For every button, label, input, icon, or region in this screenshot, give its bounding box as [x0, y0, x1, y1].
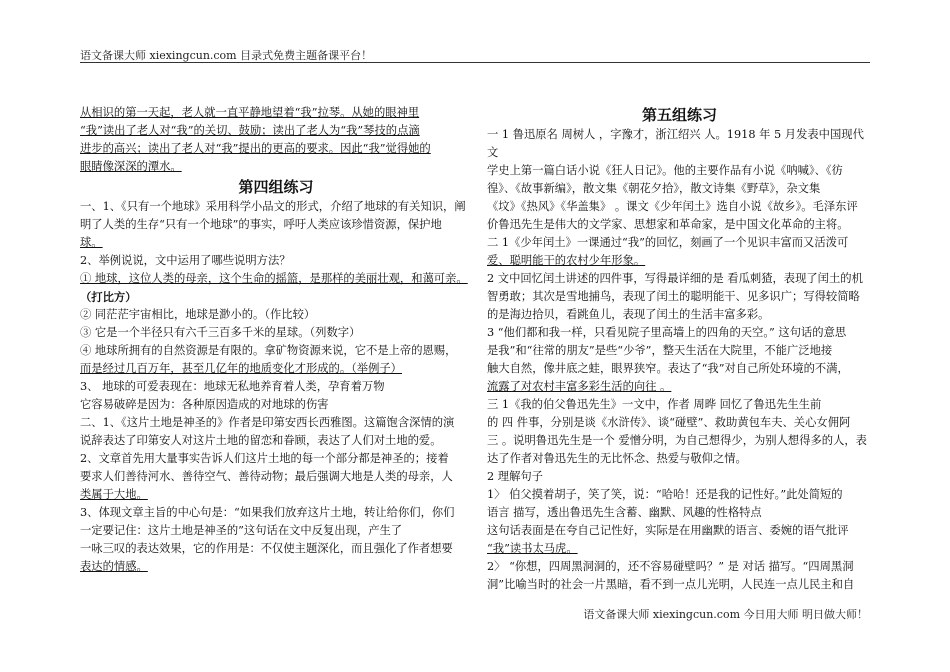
text-line: 一咏三叹的表达效果，它的作用是：不仅使主题深化，而且强化了作者想要: [80, 542, 453, 555]
text-line: 眼睛像深深的潭水。: [80, 160, 182, 173]
text-line: 明了人类的生存“只有一个地球”的事实，呼吁人类应该珍惜资源，保护地: [80, 218, 442, 231]
text-line: 流露了对农村丰富多彩生活的向往 。: [487, 380, 672, 393]
text-line: 3、体现文章主旨的中心句是：“如果我们放弃这片土地，转让给你们，你们: [80, 506, 455, 519]
text-line: 表达的情感。: [80, 560, 148, 573]
text-line: 二 1《少年闰土》一课通过“我”的回忆，刻画了一个见识丰富而又活泼可: [487, 236, 849, 249]
text-line: 一定要记住：这片土地是神圣的”这句话在文中反复出现，产生了: [80, 524, 403, 537]
text-line: 进步的高兴；读出了老人对“我”提出的更高的要求。因此“我”觉得她的: [80, 142, 431, 155]
text-line: 达了作者对鲁迅先生的无比怀念、热爱与敬仰之情。: [487, 452, 747, 465]
text-line: 2〉 “你想，四周黑洞洞的，还不容易碰壁吗？” 是 对话 描写。“四周黑洞: [487, 560, 854, 573]
text-line: 学史上第一篇白话小说《狂人日记》。他的主要作品有小说《呐喊》、《彷: [487, 164, 843, 177]
text-line: ② 同茫茫宇宙相比，地球是渺小的。（作比较）: [80, 308, 316, 321]
text-line: ③ 它是一个半径只有六千三百多千米的星球。（列数字）: [80, 326, 361, 339]
text-line: 的是海边拾贝，看跳鱼儿，表现了闰土的生活丰富多彩。: [487, 308, 770, 321]
text-line: 徨》、《故事新编》，散文集《朝花夕拾》，散文诗集《野草》，杂文集: [487, 182, 821, 195]
text-line: “我”读出了老人对“我”的关切、鼓励；读出了老人为“我”琴技的点滴: [80, 124, 420, 137]
text-line: 《坟》《热风》《华盖集》 。课文《少年闰土》选自小说《故乡》。毛泽东评: [487, 200, 858, 213]
text-line: 触大自然，像井底之蛙，眼界狭窄。表达了“我”对自己所处环境的不满，: [487, 362, 849, 375]
section-title-group4: 第四组练习: [238, 178, 314, 196]
text-line: ① 地球，这位人类的母亲，这个生命的摇篮，是那样的美丽壮观，和蔼可亲。: [80, 272, 468, 285]
text-line: 而是经过几百万年，甚至几亿年的地质变化才形成的。（举例子）: [80, 362, 402, 375]
text-line: 3、 地球的可爱表现在：地球无私地养育着人类，孕育着万物: [80, 380, 385, 393]
right-column: [487, 104, 872, 594]
text-line: 这句话表面是在夸自己记性好，实际是在用幽默的语言、委婉的语气批评: [487, 524, 849, 537]
text-line: 三 1《我的伯父鲁迅先生》一文中，作者 周晔 回忆了鲁迅先生生前: [487, 398, 822, 411]
text-line: 爱、聪明能干的农村少年形象。: [487, 254, 646, 267]
text-line: 从相识的第一天起，老人就一直平静地望着“我”拉琴。从她的眼神里: [80, 106, 420, 119]
text-line: 2、文章首先用大量事实告诉人们这片土地的每一个部分都是神圣的；接着: [80, 452, 449, 465]
text-line: 是我”和“往常的朋友”是些“少爷”，整天生活在大院里，不能广泛地接: [487, 344, 833, 357]
text-line: ④ 地球所拥有的自然资源是有限的。拿矿物资源来说，它不是上帝的恩赐，: [80, 344, 457, 357]
text-line: 二、1、《这片土地是神圣的》作者是印第安西长西雅图。这篇饱含深情的演: [80, 416, 455, 429]
text-line: 说辞表达了印第安人对这片土地的留恋和眷顾，表达了人们对土地的爱。: [80, 434, 442, 447]
text-line: 球。: [80, 236, 103, 249]
text-line: 一、1、《只有一个地球》采用科学小品文的形式，介绍了地球的有关知识，阐: [80, 200, 466, 213]
page-header: 语文备课大师 xiexingcun.com 目录式免费主题备课平台！: [80, 49, 373, 62]
text-line: 1〉 伯父摸着胡子，笑了笑，说：“哈哈！还是我的记性好。”此处简短的: [487, 488, 843, 501]
text-line: 三 。说明鲁迅先生是一个 爱憎分明，为自己想得少，为别人想得多的人，表: [487, 434, 867, 447]
text-line: 一 1 鲁迅原名 周树人 ，字豫才，浙江绍兴 人。1918 年 5 月发表中国现代文: [487, 128, 864, 159]
text-line: 2 理解句子: [487, 470, 543, 483]
text-line: 要求人们善待河水、善待空气、善待动物；最后强调大地是人类的母亲，人: [80, 470, 453, 483]
text-line: 语言 描写，透出鲁迅先生含蓄、幽默、风趣的性格特点: [487, 506, 762, 519]
header-divider: [80, 62, 870, 63]
text-line: 智勇敢；其次是雪地捕鸟，表现了闰土的聪明能干、见多识广；写得较简略: [487, 290, 860, 303]
text-line: 2 文中回忆闰土讲述的四件事，写得最详细的是 看瓜刺猹，表现了闰土的机: [487, 272, 863, 285]
text-line: 洞”比喻当时的社会一片黑暗，看不到一点儿光明，人民连一点儿民主和自: [487, 578, 855, 591]
text-line: “我”读书太马虎。: [487, 542, 578, 555]
page-footer: 语文备课大师 xiexingcun.com 今日用大师 明日做大师！: [583, 608, 868, 621]
text-line: 它容易破碎是因为：各种原因造成的对地球的伤害: [80, 398, 329, 411]
text-line: 价鲁迅先生是伟大的文学家、思想家和革命家，是中国文化革命的主将。: [487, 218, 849, 231]
text-line: 类属于大地。: [80, 488, 148, 501]
text-line: 的 四 件事，分别是谈《水浒传》、谈“碰壁”、救助黄包车夫、关心女佣阿: [487, 416, 851, 429]
text-line: 2、举例说说，文中运用了哪些说明方法？: [80, 254, 291, 267]
left-column: [80, 104, 472, 576]
text-line: 3 “他们都和我一样，只看见院子里高墙上的四角的天空。” 这句话的意思: [487, 326, 847, 339]
section-title-group5: 第五组练习: [641, 106, 717, 124]
text-line: （打比方）: [80, 290, 137, 304]
